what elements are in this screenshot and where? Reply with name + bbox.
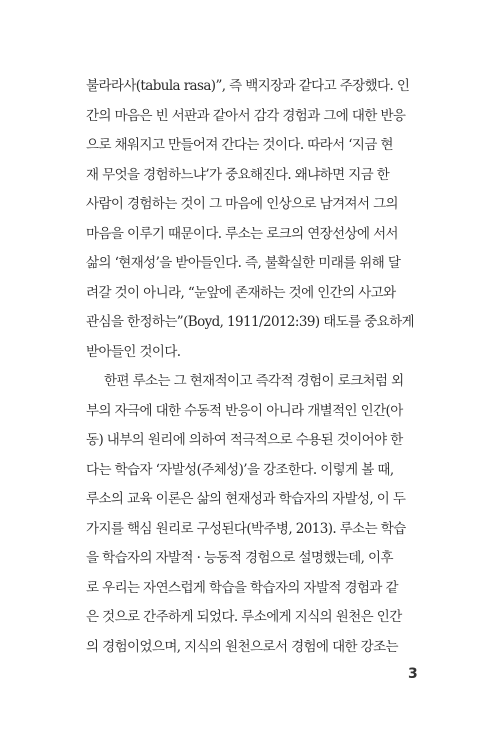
text-line: 의 경험이었으며, 지식의 원천으로서 경험에 대한 강조는	[86, 638, 398, 655]
text-line: 관심을 한정하는”(Boyd, 1911/2012:39) 태도를 중요하게	[86, 314, 414, 330]
text-line: 사람이 경험하는 것이 그 마음에 인상으로 남겨져서 그의	[86, 196, 398, 212]
text-line: 루소의 교육 이론은 삶의 현재성과 학습자의 자발성, 이 두	[86, 491, 406, 507]
text-line: 받아들인 것이다.	[86, 343, 181, 360]
text-line: 재 무엇을 경험하느냐’가 중요해진다. 왜냐하면 지금 한	[86, 166, 390, 183]
page-number: 3	[408, 666, 418, 682]
text-line: 으로 채워지고 만들어져 간다는 것이다. 따라서 ‘지금 현	[86, 137, 393, 153]
text-line: 삶의 ‘현재성’을 받아들인다. 즉, 불확실한 미래를 위해 달	[86, 255, 401, 271]
text-line: 동) 내부의 원리에 의하여 적극적으로 수용된 것이어야 한	[86, 432, 403, 448]
paragraph-2	[86, 367, 420, 662]
text-line: 다는 학습자 ‘자발성(주체성)’을 강조한다. 이렇게 볼 때,	[86, 461, 394, 478]
text-line: 부의 자극에 대한 수동적 반응이 아니라 개별적인 인간(아	[86, 402, 403, 419]
text-line: 한편 루소는 그 현재적이고 즉각적 경험이 로크처럼 외	[104, 373, 404, 389]
text-line: 마음을 이루기 때문이다. 루소는 로크의 연장선상에 서서	[86, 225, 398, 242]
body-text	[86, 72, 420, 662]
text-line: 을 학습자의 자발적 · 능동적 경험으로 설명했는데, 이후	[86, 550, 393, 566]
text-line: 은 것으로 간주하게 되었다. 루소에게 지식의 원천은 인간	[86, 609, 402, 625]
text-line: 가지를 핵심 원리로 구성된다(박주병, 2013). 루소는 학습	[86, 520, 406, 537]
paragraph-1	[86, 72, 420, 367]
text-line: 간의 마음은 빈 서판과 같아서 감각 경험과 그에 대한 반응	[86, 107, 406, 124]
text-line: 로 우리는 자연스럽게 학습을 학습자의 자발적 경험과 같	[86, 579, 398, 596]
text-line: 불라라사(tabula rasa)”, 즉 백지장과 같다고 주장했다. 인	[86, 78, 410, 94]
text-line: 려갈 것이 아니라, “눈앞에 존재하는 것에 인간의 사고와	[86, 284, 396, 301]
